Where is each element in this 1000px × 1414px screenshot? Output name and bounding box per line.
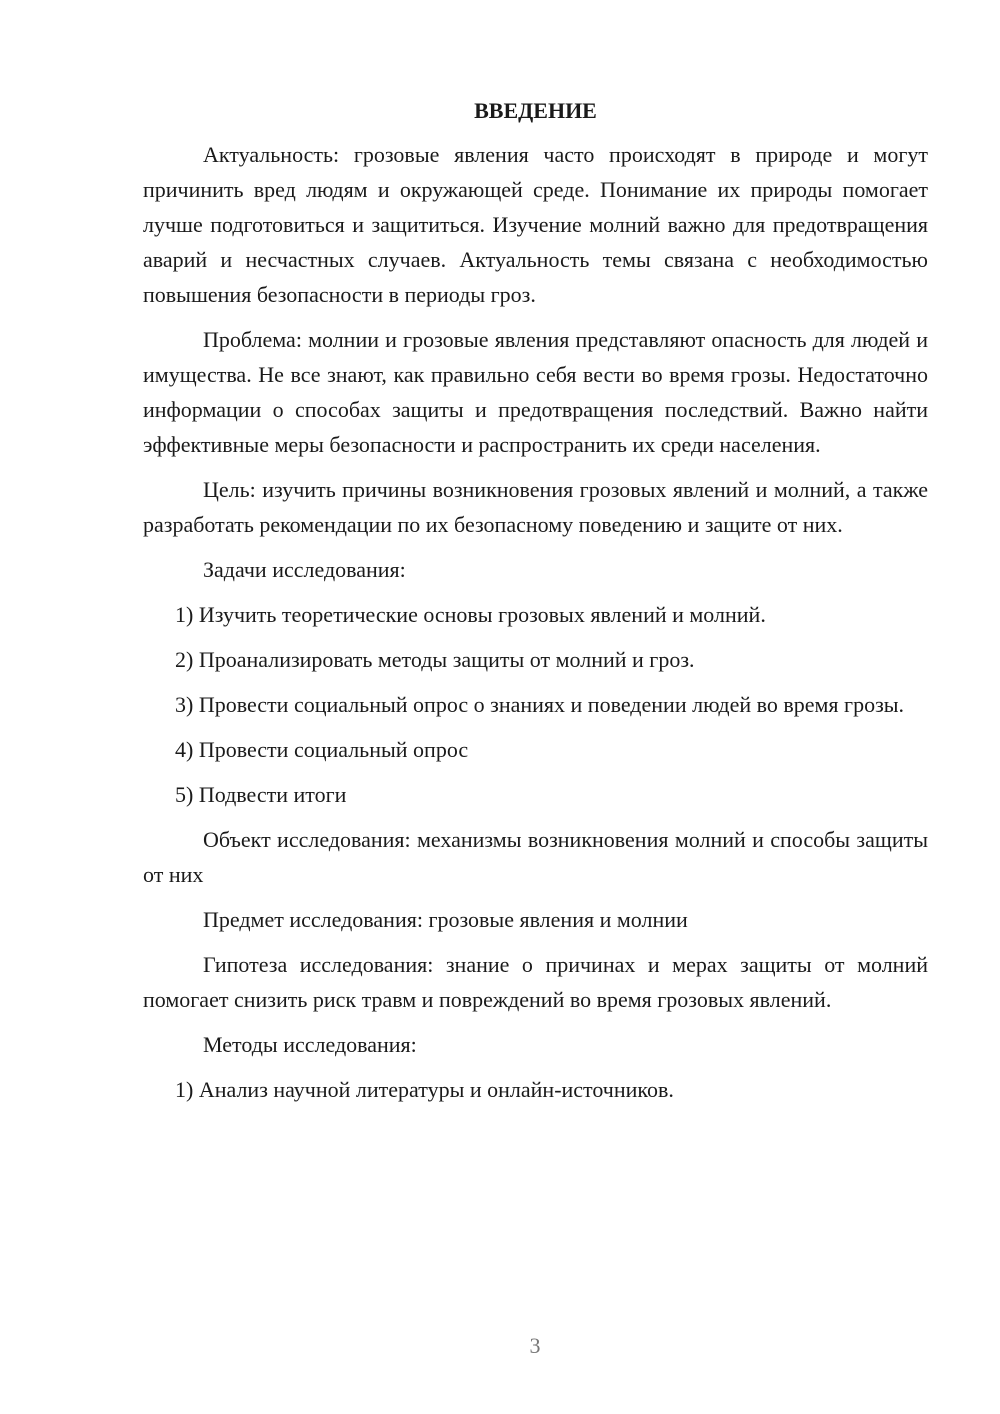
task-item-3: 3) Провести социальный опрос о знаниях и поведении людей во время грозы. <box>175 692 905 717</box>
task-item-4: 4) Провести социальный опрос <box>175 737 469 762</box>
task-item-1: 1) Изучить теоретические основы грозовых явлений и молний. <box>175 602 766 627</box>
task-item-5: 5) Подвести итоги <box>175 782 347 807</box>
task-item-2: 2) Проанализировать методы защиты от молний и гроз. <box>175 647 695 672</box>
page-number: 3 <box>529 1333 541 1358</box>
method-item-1: 1) Анализ научной литературы и онлайн-источников. <box>175 1077 674 1102</box>
hypothesis-paragraph: Гипотеза исследования: знание о причинах и мерах защиты от молний помогает снизить риск травм и повреждений во время грозовых явлений. <box>143 952 928 1012</box>
tasks-heading: Задачи исследования: <box>203 557 406 582</box>
goal-paragraph: Цель: изучить причины возникновения грозовых явлений и молний, а также разработать рекомендации по их безопасному поведению и защите от них. <box>143 477 928 537</box>
section-title: ВВЕДЕНИЕ <box>474 98 597 123</box>
problem-paragraph: Проблема: молнии и грозовые явления представляют опасность для людей и имущества. Не все знают, как правильно себя вести во время грозы. Недостаточно информации о способах защиты и предотвращения последствий. Важно найти эффективные меры безопасности и распространить их среди населения. <box>143 327 928 457</box>
methods-heading: Методы исследования: <box>203 1032 417 1057</box>
relevance-paragraph: Актуальность: грозовые явления часто происходят в природе и могут причинить вред людям и окружающей среде. Понимание их природы помогает лучше подготовиться и защититься. Изучение молний важно для предотвращения аварий и несчастных случаев. Актуальность темы связана с необходимостью повышения безопасности в периоды гроз. <box>143 142 928 307</box>
object-paragraph: Объект исследования: механизмы возникновения молний и способы защиты от них <box>143 827 928 887</box>
document-page <box>143 96 928 1117</box>
subject-paragraph: Предмет исследования: грозовые явления и молнии <box>203 907 688 932</box>
